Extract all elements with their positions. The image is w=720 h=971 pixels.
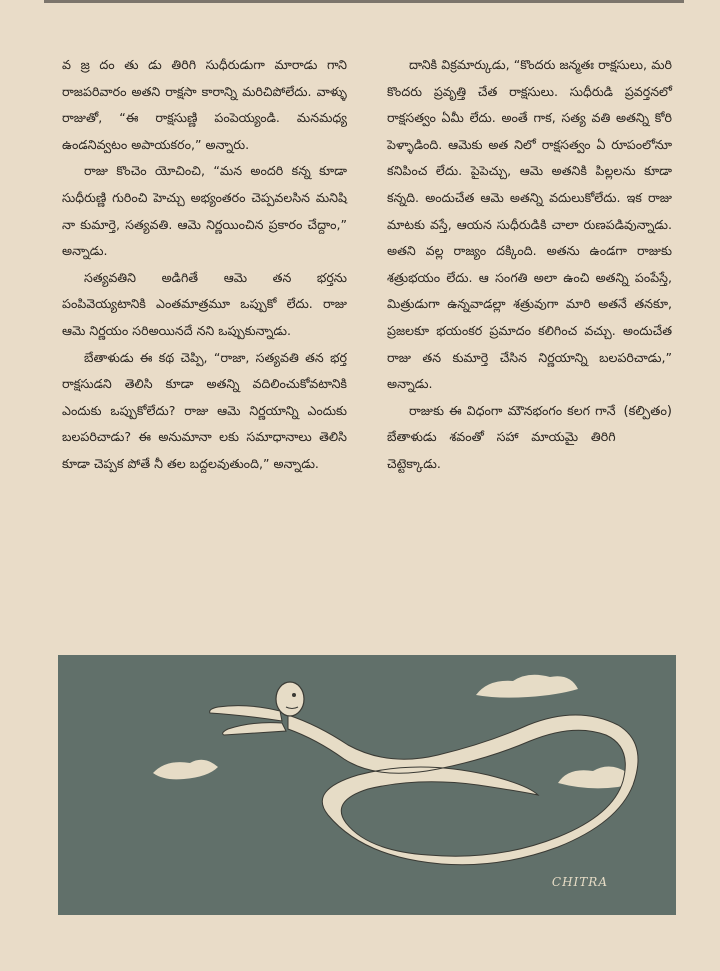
paragraph: రాజుకు ఈ విధంగా మౌనభంగం కలగ గానే బేతాళుడు శవంతో సహా మాయమై తిరిగి చెట్టెక్కాడు. [387, 402, 616, 471]
paragraph: బేతాళుడు ఈ కథ చెప్పి, “రాజా, సత్యవతి తన భర్త రాక్షసుడని తెలిసి కూడా అతన్ని వదిలించుకోవటానికి ఎందుకు ఒప్పుకోలేదు? రాజు ఆమె నిర్ణయాన్ని ఎందుకు బలపరిచాడు? ఈ అనుమానా లకు సమాధానాలు తెలిసి కూడా చెప్పక పోతే నీ తల బద్దలవుతుంది,” అన్నాడు. [62, 349, 347, 471]
left-column [62, 52, 347, 622]
paragraph: సత్యవతిని అడిగితే ఆమె తన భర్తను పంపివెయ్యటానికి ఎంతమాత్రమూ ఒప్పుకో లేదు. రాజు ఆమె నిర్ణయం సరిఅయినదే నని ఒప్పుకున్నాడు. [62, 269, 347, 338]
ghost-arm [223, 723, 286, 735]
closing-line [387, 398, 672, 478]
ghost-body [288, 715, 638, 865]
artist-signature: CHITRA [551, 875, 608, 889]
ghost-arm [210, 706, 282, 721]
cloud-shape [476, 675, 578, 698]
paragraph: రాజు కొంచెం యోచించి, “మన అందరి కన్న కూడా సుధీరుణ్ణి గురించి హెచ్చు అభ్యంతరం చెప్పవలసిన మనిషి నా కుమార్తె, సత్యవతి. ఆమె నిర్ణయించిన ప్రకారం చేద్దాం,” అన్నాడు. [62, 163, 347, 259]
right-column [387, 52, 672, 622]
paragraph: వ జ్ర దం తు డు తిరిగి సుధీరుడుగా మారాడు గాని రాజపరివారం అతని రాక్షసా కారాన్ని మరిచిపోలేదు. వాళ్ళు రాజుతో, “ఈ రాక్షసుణ్ణి పంపెయ్యండి. మనమధ్య ఉండనివ్వటం అపాయకరం,” అన్నారు. [62, 57, 347, 152]
top-rule [44, 0, 684, 3]
cloud-shape [153, 760, 218, 780]
story-text [62, 52, 672, 622]
paragraph: దానికి విక్రమార్కుడు, “కొందరు జన్మతః రాక్షసులు, మరి కొందరు ప్రవృత్తి చేత రాక్షసులు. సుధీరుడి ప్రవర్తనలో రాక్షసత్వం ఏమీ లేదు. అంతే గాక, సత్య వతి అతన్ని కోరి పెళ్ళాడింది. ఆమెకు అత నిలో రాక్షసత్వం ఏ రూపంలోనూ కనిపించ లేదు. పైపెచ్చు, ఆమె అతనికి పిల్లలను కూడా కన్నది. అందుచేత ఆమె అతన్ని వదులుకోలేదు. ఇక రాజు మాటకు వస్తే, ఆయన సుధీరుడికి చాలా రుణపడివున్నాడు. అతని వల్ల రాజ్యం దక్కింది. అతను ఉండగా రాజుకు శత్రుభయం లేదు. ఆ సంగతి అలా ఉంచి అతన్ని పంపేస్తే, మిత్రుడుగా ఉన్నవాడల్లా శత్రువుగా మారి అతనే తనకూ, ప్రజలకూ భయంకర ప్రమాదం కలిగించ వచ్చు. అందుచేత రాజు తన కుమార్తె చేసిన నిర్ణయాన్ని బలపరిచాడు,” అన్నాడు. [387, 57, 672, 392]
credit-label: (కల్పితం) [623, 403, 672, 419]
illustration-betala-flying [58, 655, 676, 915]
cloud-shape [558, 766, 631, 788]
